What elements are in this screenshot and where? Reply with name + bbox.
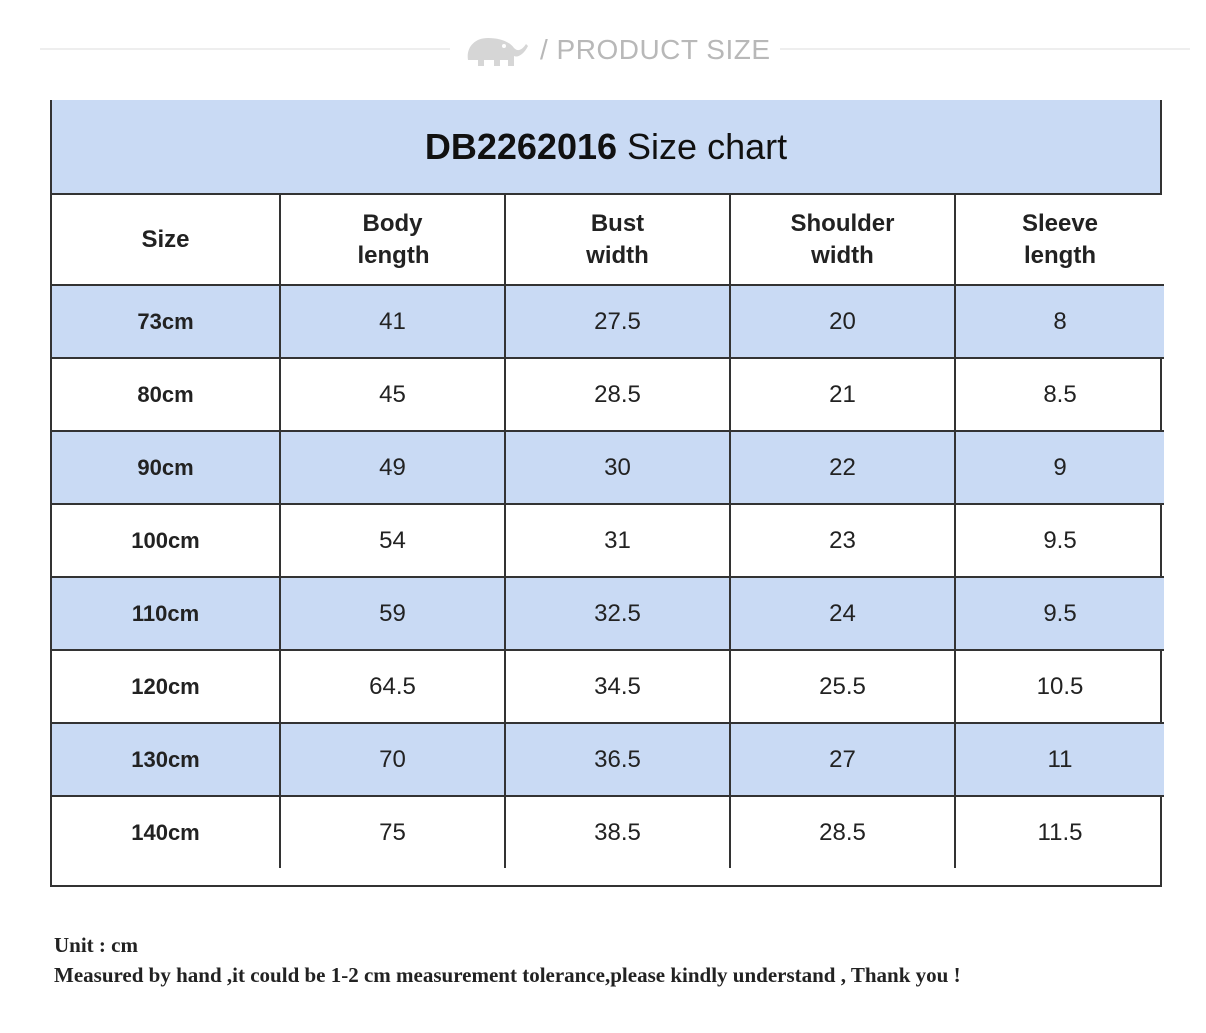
size-cell: 110cm (52, 577, 280, 650)
measurement-cell: 8 (955, 285, 1164, 358)
measurement-cell: 24 (730, 577, 955, 650)
measurement-cell: 64.5 (280, 650, 505, 723)
measurement-cell: 34.5 (505, 650, 730, 723)
table-row (52, 577, 1164, 650)
size-chart-label: Size chart (627, 125, 788, 167)
measurement-cell: 30 (505, 431, 730, 504)
column-header (730, 195, 955, 285)
measurement-cell: 22 (730, 431, 955, 504)
size-cell: 100cm (52, 504, 280, 577)
table-row (52, 650, 1164, 723)
measurement-cell: 27 (730, 723, 955, 796)
header-divider-left (40, 48, 450, 50)
measurement-cell: 70 (280, 723, 505, 796)
size-cell: 80cm (52, 358, 280, 431)
product-size-header (0, 22, 1206, 78)
table-row (52, 285, 1164, 358)
size-chart-title (52, 100, 1160, 195)
header-title: / PRODUCT SIZE (540, 34, 771, 65)
column-header-text: Shoulder width (790, 209, 895, 269)
table-row (52, 358, 1164, 431)
size-cell: 90cm (52, 431, 280, 504)
measurement-cell: 36.5 (505, 723, 730, 796)
measurement-cell: 45 (280, 358, 505, 431)
size-cell: 140cm (52, 796, 280, 868)
measurement-cell: 8.5 (955, 358, 1164, 431)
size-cell: 120cm (52, 650, 280, 723)
size-table-body (52, 285, 1164, 868)
measurement-cell: 9 (955, 431, 1164, 504)
column-header-text: Sleeve length (1021, 209, 1099, 269)
unit-note: Unit : cm (54, 933, 138, 957)
measurement-cell: 9.5 (955, 504, 1164, 577)
size-table (52, 195, 1164, 868)
measurement-cell: 11 (955, 723, 1164, 796)
tolerance-note: Measured by hand ,it could be 1-2 cm measurement tolerance,please kindly understand , Thank you ! (54, 963, 961, 987)
table-row (52, 723, 1164, 796)
column-header (280, 195, 505, 285)
size-cell: 130cm (52, 723, 280, 796)
measurement-cell: 11.5 (955, 796, 1164, 868)
table-row (52, 431, 1164, 504)
product-code: DB2262016 (424, 125, 618, 167)
measurement-cell: 21 (730, 358, 955, 431)
measurement-cell: 23 (730, 504, 955, 577)
measurement-cell: 9.5 (955, 577, 1164, 650)
measurement-cell: 27.5 (505, 285, 730, 358)
measurement-cell: 59 (280, 577, 505, 650)
measurement-cell: 28.5 (505, 358, 730, 431)
measurement-cell: 20 (730, 285, 955, 358)
size-chart (50, 100, 1162, 887)
header-divider-right (780, 48, 1190, 50)
measurement-cell: 41 (280, 285, 505, 358)
measurement-cell: 25.5 (730, 650, 955, 723)
table-row (52, 796, 1164, 868)
size-notes (54, 930, 961, 990)
measurement-cell: 54 (280, 504, 505, 577)
measurement-cell: 10.5 (955, 650, 1164, 723)
measurement-cell: 75 (280, 796, 505, 868)
table-row (52, 504, 1164, 577)
measurement-cell: 32.5 (505, 577, 730, 650)
elephant-logo-icon (460, 30, 530, 70)
measurement-cell: 31 (505, 504, 730, 577)
table-header-row (52, 195, 1164, 285)
column-header-text: Body length (357, 209, 430, 269)
measurement-cell: 28.5 (730, 796, 955, 868)
measurement-cell: 38.5 (505, 796, 730, 868)
column-header: Size (52, 195, 280, 285)
column-header (505, 195, 730, 285)
column-header (955, 195, 1164, 285)
measurement-cell: 49 (280, 431, 505, 504)
size-cell: 73cm (52, 285, 280, 358)
column-header-text: Bust width (586, 209, 649, 269)
